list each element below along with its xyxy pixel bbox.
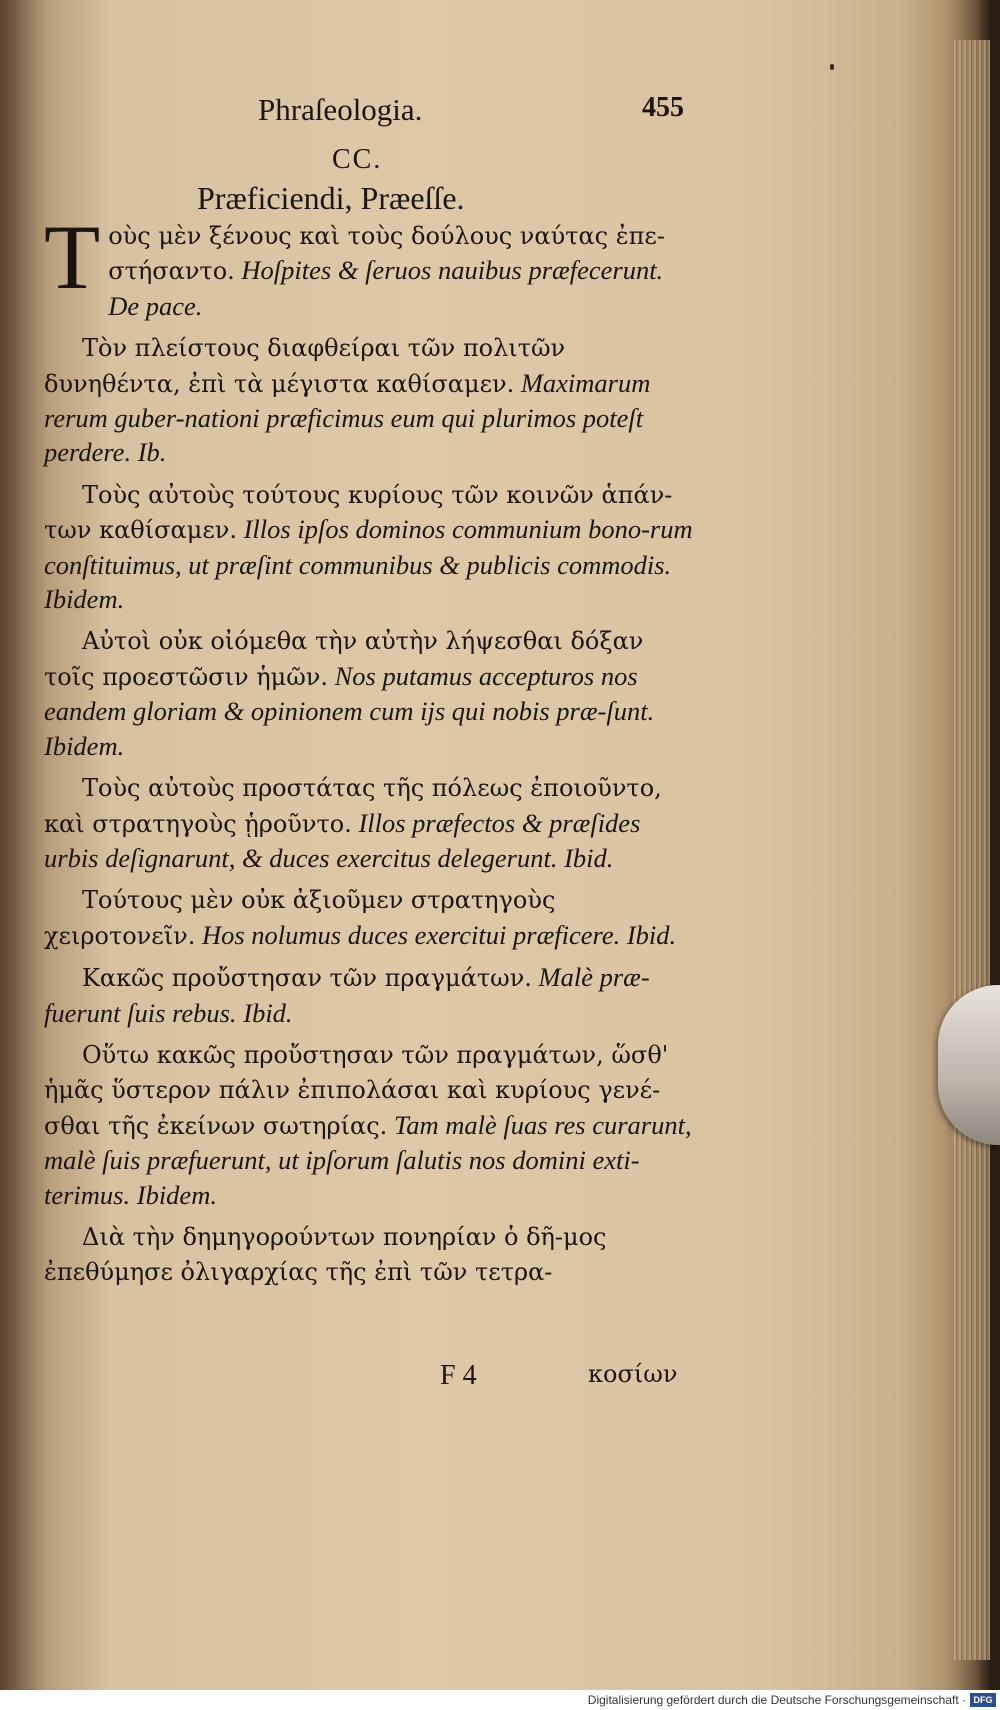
greek-text: Κακῶς προὔστησαν τῶν πραγμάτων. bbox=[82, 964, 532, 993]
paragraph bbox=[44, 330, 696, 470]
page-edges bbox=[952, 40, 990, 1660]
greek-text: Διὰ τὴν δημηγορούντων πονηρίαν ὁ δῆ-μος ἐπεθύμησε ὀλιγαρχίας τῆς ἐπὶ τῶν τετρα- bbox=[44, 1222, 607, 1287]
body-text bbox=[44, 206, 696, 1297]
ink-mark bbox=[830, 64, 834, 70]
paragraph bbox=[44, 770, 696, 875]
greek-text: Τοὺς αὐτοὺς τούτους κυρίους τῶν κοινῶν ἁπάν-των καθίσαμεν. bbox=[44, 480, 673, 545]
dfg-logo-icon: DFG bbox=[970, 1693, 996, 1707]
greek-text: οὺς μὲν ξένους καὶ τοὺς δούλους ναύτας ἐπε-στήσαντο. bbox=[108, 222, 665, 286]
greek-text: Οὕτω κακῶς προὔστησαν τῶν πραγμάτων, ὥσθ' ἡμᾶς ὕστερον πάλιν ἐπιπολάσαι καὶ κυρίους γενέ-σθαι τῆς ἐκείνων σωτηρίας. bbox=[44, 1040, 669, 1140]
paragraph bbox=[44, 1219, 696, 1290]
paragraph bbox=[44, 623, 696, 763]
section-number: CC. bbox=[332, 144, 383, 175]
greek-text: Τούτους μὲν οὐκ ἀξιοῦμεν στρατηγοὺς χειροτονεῖν. bbox=[44, 886, 556, 950]
catchword: κοσίων bbox=[588, 1360, 678, 1388]
paragraph bbox=[44, 960, 696, 1030]
page-number: 455 bbox=[642, 92, 684, 123]
latin-text: Nos putamus accepturos nos eandem gloriam & opinionem cum ijs qui nobis præ-ſunt. bbox=[44, 660, 655, 727]
latin-text: Maximarum rerum guber-nationi præficimus eum qui plurimos poteſt perdere. bbox=[44, 367, 651, 468]
section-title: Præficiendi, Præeſſe. bbox=[197, 180, 465, 216]
latin-text: Illos ipſos dominos communium bono-rum conſtituimus, ut præſint communibus & publicis commodis. bbox=[44, 514, 693, 580]
greek-text: Τὸν πλείστους διαφθείραι τῶν πολιτῶν δυνηθέντα, ἐπὶ τὰ μέγιστα καθίσαμεν. bbox=[44, 334, 566, 398]
latin-text: Illos præfectos & præſides urbis deſignarunt, & duces exercitus delegerunt. bbox=[44, 807, 641, 873]
greek-text: Αὐτοὶ οὐκ οἰόμεθα τὴν αὐτὴν λήψεσθαι δόξαν τοῖς προεστῶσιν ἡμῶν. bbox=[44, 627, 644, 691]
latin-text: Malè præ-fuerunt ſuis rebus. bbox=[44, 962, 650, 1028]
source-ref: Ibid. bbox=[243, 997, 293, 1028]
digitization-footer bbox=[0, 1690, 1000, 1710]
greek-text: Τοὺς αὐτοὺς προστάτας τῆς πόλεως ἐποιοῦντο, καὶ στρατηγοὺς ᾑροῦντο. bbox=[44, 774, 662, 838]
source-ref: Ibidem. bbox=[44, 584, 125, 615]
signature-mark: F 4 bbox=[440, 1360, 477, 1391]
paragraph bbox=[44, 206, 696, 323]
source-ref: Ib. bbox=[137, 437, 167, 468]
source-ref: Ibidem. bbox=[136, 1179, 217, 1210]
running-head: Phraſeologia. bbox=[258, 92, 423, 127]
latin-text: Hoſpites & ſeruos nauibus præfecerunt. bbox=[241, 255, 664, 286]
latin-text: Tam malè ſuas res curarunt, malè ſuis præfuerunt, ut ipſorum ſalutis nos domini exti-terimus. bbox=[44, 1109, 692, 1210]
footer-credit: Digitalisierung gefördert durch die Deutsche Forschungsgemeinschaft · bbox=[587, 1693, 966, 1707]
dropcap: T bbox=[44, 206, 101, 308]
paragraph bbox=[44, 477, 696, 617]
source-ref: De pace. bbox=[108, 290, 203, 321]
paragraph bbox=[44, 1037, 696, 1212]
source-ref: Ibid. bbox=[626, 919, 677, 950]
source-ref: Ibid. bbox=[564, 842, 614, 873]
paragraph bbox=[44, 882, 696, 953]
latin-text: Hos nolumus duces exercitui præficere. bbox=[201, 919, 621, 950]
source-ref: Ibidem. bbox=[44, 730, 125, 761]
